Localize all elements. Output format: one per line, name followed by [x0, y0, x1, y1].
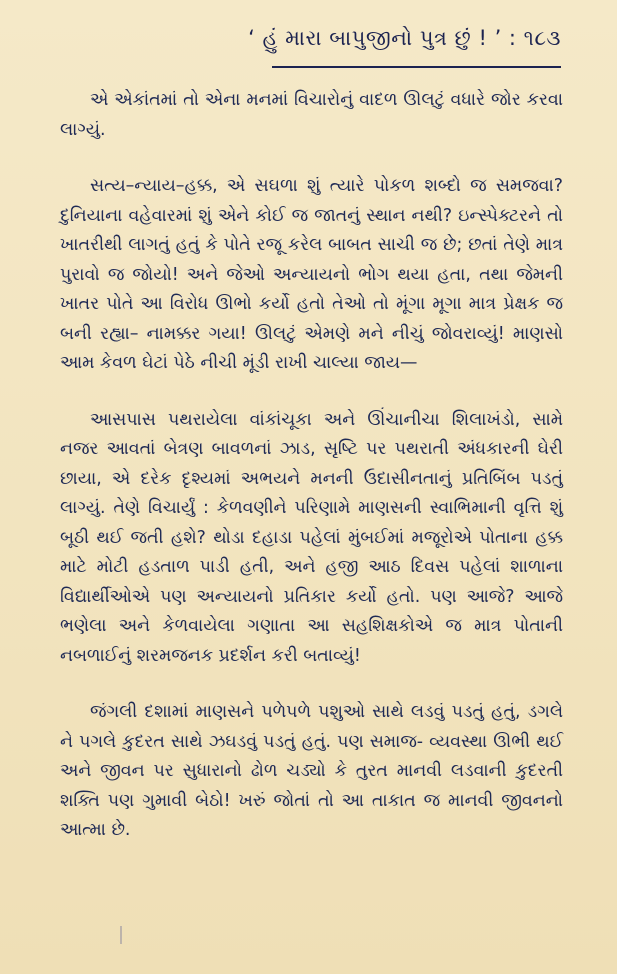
page-body	[60, 86, 563, 873]
ink-mark	[120, 926, 122, 944]
paragraph-3: આસપાસ પથરાયેલા વાંકાંચૂકા અને ઊંચાનીચા શિલાખંડો, સામે નજર આવતાં બેત્રણ બાવળનાં ઝાડ, સૃષ્ટિ પર પથરાતી અંધકારની ઘેરી છાયા, એ દરેક દૃશ્યમાં અભયને મનની ઉદાસીનતાનું પ્રતિબિંબ પડતું લાગ્યું. તેણે વિચાર્યું : કેળવણીને પરિણામે માણસની સ્વાભિમાની વૃત્તિ શું બૂઠી થઈ જતી હશે? થોડા દહાડા પહેલાં મુંબઈમાં મજૂરોએ પોતાના હક્ક માટે મોટી હડતાળ પાડી હતી, અને હજી આઠ દિવસ પહેલાં શાળાના વિદ્યાર્થીઓએ પણ અન્યાયનો પ્રતિકાર કર્યો હતો. પણ આજે? આજે ભણેલા અને કેળવાયેલા ગણાતા આ સહશિક્ષકોએ જ માત્ર પોતાની નબળાઈનું શરમજનક પ્રદર્શન કરી બતાવ્યું!	[60, 409, 563, 666]
running-head: ‘ હું મારા બાપુજીનો પુત્ર છું ! ’ : ૧૮૩	[248, 26, 561, 50]
paragraph-4: જંગલી દશામાં માણસને પળેપળે પશુઓ સાથે લડવું પડતું હતું, ડગલે ને પગલે કુદરત સાથે ઝઘડવું પડતું હતું. પણ સમાજ- વ્યવસ્થા ઊભી થઈ અને જીવન પર સુધારાનો ઢોળ ચડ્યો કે તુરત માનવી લડવાની કુદરતી શક્તિ પણ ગુમાવી બેઠો! ખરું જોતાં તો આ તાકાત જ માનવી જીવનનો આત્મા છે.	[60, 702, 563, 840]
header-rule	[272, 66, 561, 68]
paragraph-1: એ એકાંતમાં તો એના મનમાં વિચારોનું વાદળ ઊલટું વધારે જોર કરવા લાગ્યું.	[60, 90, 563, 140]
paragraph-2: સત્ય–ન્યાય–હક્ક, એ સઘળા શું ત્યારે પોકળ શબ્દો જ સમજવા? દુનિયાના વહેવારમાં શું એને કોઈ જ જાતનું સ્થાન નથી? ઇન્સ્પેક્ટરને તો ખાતરીથી લાગતું હતું કે પોતે રજૂ કરેલ બાબત સાચી જ છે; છતાં તેણે માત્ર પુરાવો જ જોયો! અને જેઓ અન્યાયનો ભોગ થયા હતા, તથા જેમની ખાતર પોતે આ વિરોધ ઊભો કર્યો હતો તેઓ તો મૂંગા મૂગા માત્ર પ્રેક્ષક જ બની રહ્યા– નામક્કર ગયા! ઊલટું એમણે મને નીચું જોવરાવ્યું! માણસો આમ કેવળ ઘેટાં પેઠે નીચી મૂંડી રાખી ચાલ્યા જાય—	[60, 176, 563, 373]
